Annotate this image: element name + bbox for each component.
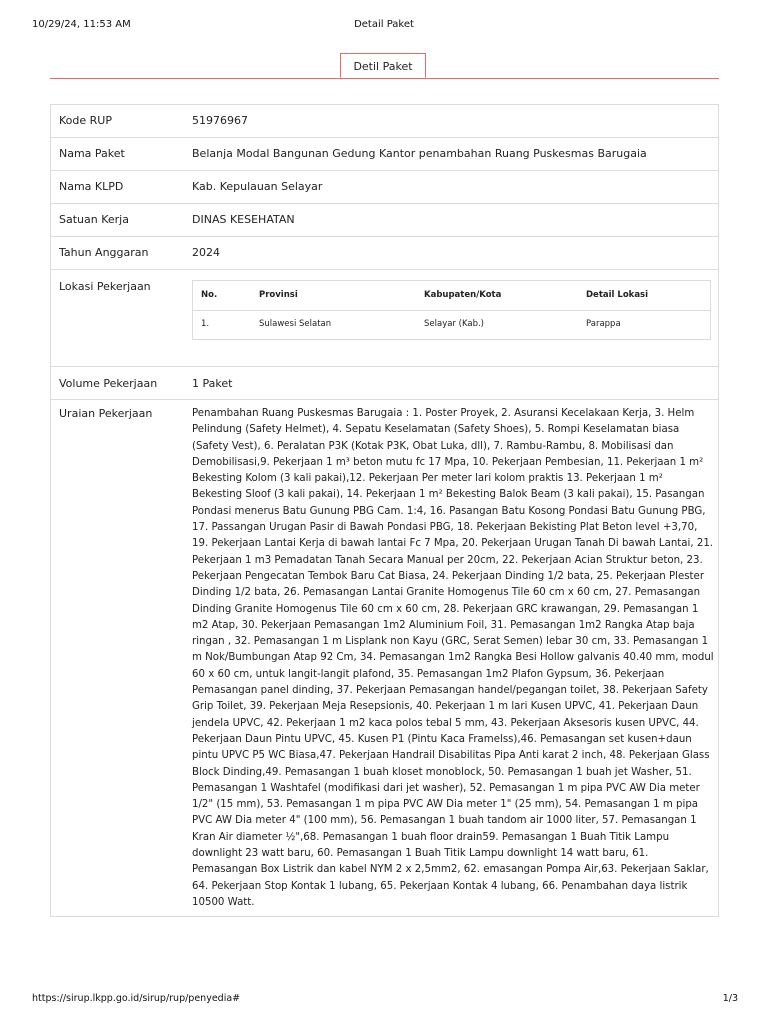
lokasi-table (192, 280, 711, 340)
header-provinsi: Provinsi (259, 290, 298, 300)
label-kode-rup: Kode RUP (59, 114, 112, 127)
value-nama-paket: Belanja Modal Bangunan Gedung Kantor penambahan Ruang Puskesmas Barugaia (192, 147, 647, 160)
row-nama-klpd (51, 171, 718, 204)
header-detail-lokasi: Detail Lokasi (586, 290, 649, 300)
print-header-title: Detail Paket (354, 19, 414, 30)
label-uraian-pekerjaan: Uraian Pekerjaan (59, 407, 153, 420)
print-footer-url: https://sirup.lkpp.go.id/sirup/rup/penyedia# (32, 993, 241, 1004)
cell-no: 1. (201, 319, 210, 329)
value-satuan-kerja: DINAS KESEHATAN (192, 213, 295, 226)
value-uraian-pekerjaan: Penambahan Ruang Puskesmas Barugaia : 1. Poster Proyek, 2. Asuransi Kecelakaan Kerja, 3. Helm Pelindung (Safety Helmet), 4. Sepatu Keselamatan (Safety Shoes), 5. Rompi Keselamatan biasa (Safety Vest), 6. Peralatan P3K (Kotak P3K, Obat Luka, dll), 7. Rambu-Rambu, 8. Mobilisasi dan Demobilisasi,9. Pekerjaan 1 m³ beton mutu fc 17 Mpa, 10. Pekerjaan Pembesian, 11. Pekerjaan 1 m² Bekesting Kolom (3 kali pakai),12. Pekerjaan Per meter lari kolom praktis 13. Pekerjaan 1 m² Bekesting Sloof (3 kali pakai), 14. Pekerjaan 1 m² Bekesting Balok Beam (3 kali pakai), 15. Pasangan Pondasi menerus Batu Gunung PBG Cam. 1:4, 16. Pasangan Batu Kosong Pondasi Batu Gunung PBG, 17. Passangan Urugan Pasir di Bawah Pondasi PBG, 18. Pekerjaan Bekisting Plat Beton level +3,70, 19. Pekerjaan Lantai Kerja di bawah lantai Fc 7 Mpa, 20. Pekerjaan Urugan Tanah Di bawah Lantai, 21. Pekerjaan 1 m3 Pemadatan Tanah Secara Manual per 20cm, 22. Pekerjaan Acian Struktur beton, 23. Pekerjaan Pengecatan Tembok Baru Cat Biasa, 24. Pekerjaan Dinding 1/2 bata, 25. Pekerjaan Plester Dinding 1/2 bata, 26. Pemasangan Lantai Granite Homogenus Tile 60 cm x 60 cm, 27. Pemasangan Dinding Granite Homogenus Tile 60 cm x 60 cm, 28. Pekerjaan GRC krawangan, 29. Pemasangan 1 m2 Atap, 30. Pekerjaan Pemasangan 1m2 Aluminium Foil, 31. Pemasangan 1m2 Rangka Atap baja ringan , 32. Pemasangan 1 m Lisplank non Kayu (GRC, Serat Semen) lebar 30 cm, 33. Pemasangan 1 m Nok/Bumbungan Atap 92 Cm, 34. Pemasangan 1m2 Rangka Besi Hollow galvanis 40.40 mm, modul 60 x 60 cm, untuk langit-langit plafond, 35. Pemasangan 1m2 Plafon Gypsum, 36. Pekerjaan Pemasangan panel dinding, 37. Pekerjaan Pemasangan handel/pegangan toilet, 38. Pekerjaan Safety Grip Toilet, 39. Pekerjaan Meja Resepsionis, 40. Pekerjaan 1 m lari Kusen UPVC, 41. Pekerjaan Daun jendela UPVC, 42. Pekerjaan 1 m2 kaca polos tebal 5 mm, 43. Pekerjaan Aksesoris kusen UPVC, 44. Pekerjaan Daun Pintu UPVC, 45. Kusen P1 (Pintu Kaca Framelss),46. Pemasangan set kusen+daun pintu UPVC P5 WC Biasa,47. Pekerjaan Handrail Disabilitas Pipa Anti karat 2 inch, 48. Pekerjaan Glass Block Dinding,49. Pemasangan 1 buah kloset monoblock, 50. Pemasangan 1 buah jet Washer, 51. Pemasangan 1 Washtafel (modifikasi dari jet washer), 52. Pemasangan 1 m pipa PVC AW Dia meter 1/2" (15 mm), 53. Pemasangan 1 m pipa PVC AW Dia meter 1" (25 mm), 54. Pemasangan 1 m pipa PVC AW Dia meter 4" (100 mm), 56. Pemasangan 1 buah tandom air 1000 liter, 57. Pemasangan 1 Kran Air diameter ½",68. Pemasangan 1 buah floor drain59. Pemasangan 1 Buah Titik Lampu downlight 23 watt baru, 60. Pemasangan 1 Buah Titik Lampu downlight 14 watt baru, 61. Pemasangan Box Listrik dan kabel NYM 2 x 2,5mm2, 62. emasangan Pompa Air,63. Pekerjaan Saklar, 64. Pekerjaan Stop Kontak 1 lubang, 65. Pekerjaan Kontak 4 lubang, 66. Penambahan daya listrik 10500 Watt. (192, 408, 714, 908)
print-footer-page: 1/3 (722, 993, 738, 1004)
cell-kabupaten-kota: Selayar (Kab.) (424, 319, 484, 329)
row-satuan-kerja (51, 204, 718, 237)
cell-detail-lokasi: Parappa (586, 319, 621, 329)
row-kode-rup (51, 105, 718, 138)
lokasi-table-header (193, 281, 710, 311)
cell-provinsi: Sulawesi Selatan (259, 319, 332, 329)
label-tahun-anggaran: Tahun Anggaran (59, 246, 149, 259)
label-lokasi-pekerjaan: Lokasi Pekerjaan (59, 280, 151, 293)
row-nama-paket (51, 138, 718, 171)
row-volume-pekerjaan (51, 367, 718, 400)
label-volume-pekerjaan: Volume Pekerjaan (59, 377, 158, 390)
value-volume-pekerjaan: 1 Paket (192, 377, 233, 390)
label-nama-paket: Nama Paket (59, 147, 125, 160)
detail-table (50, 104, 719, 917)
header-no: No. (201, 290, 218, 300)
row-tahun-anggaran (51, 237, 718, 270)
value-tahun-anggaran: 2024 (192, 246, 220, 259)
header-kabupaten-kota: Kabupaten/Kota (424, 290, 502, 300)
label-satuan-kerja: Satuan Kerja (59, 213, 129, 226)
label-nama-klpd: Nama KLPD (59, 180, 124, 193)
value-kode-rup: 51976967 (192, 114, 248, 127)
print-header-datetime: 10/29/24, 11:53 AM (32, 19, 131, 30)
tab-detil-paket[interactable]: Detil Paket (340, 53, 426, 78)
value-nama-klpd: Kab. Kepulauan Selayar (192, 180, 323, 193)
